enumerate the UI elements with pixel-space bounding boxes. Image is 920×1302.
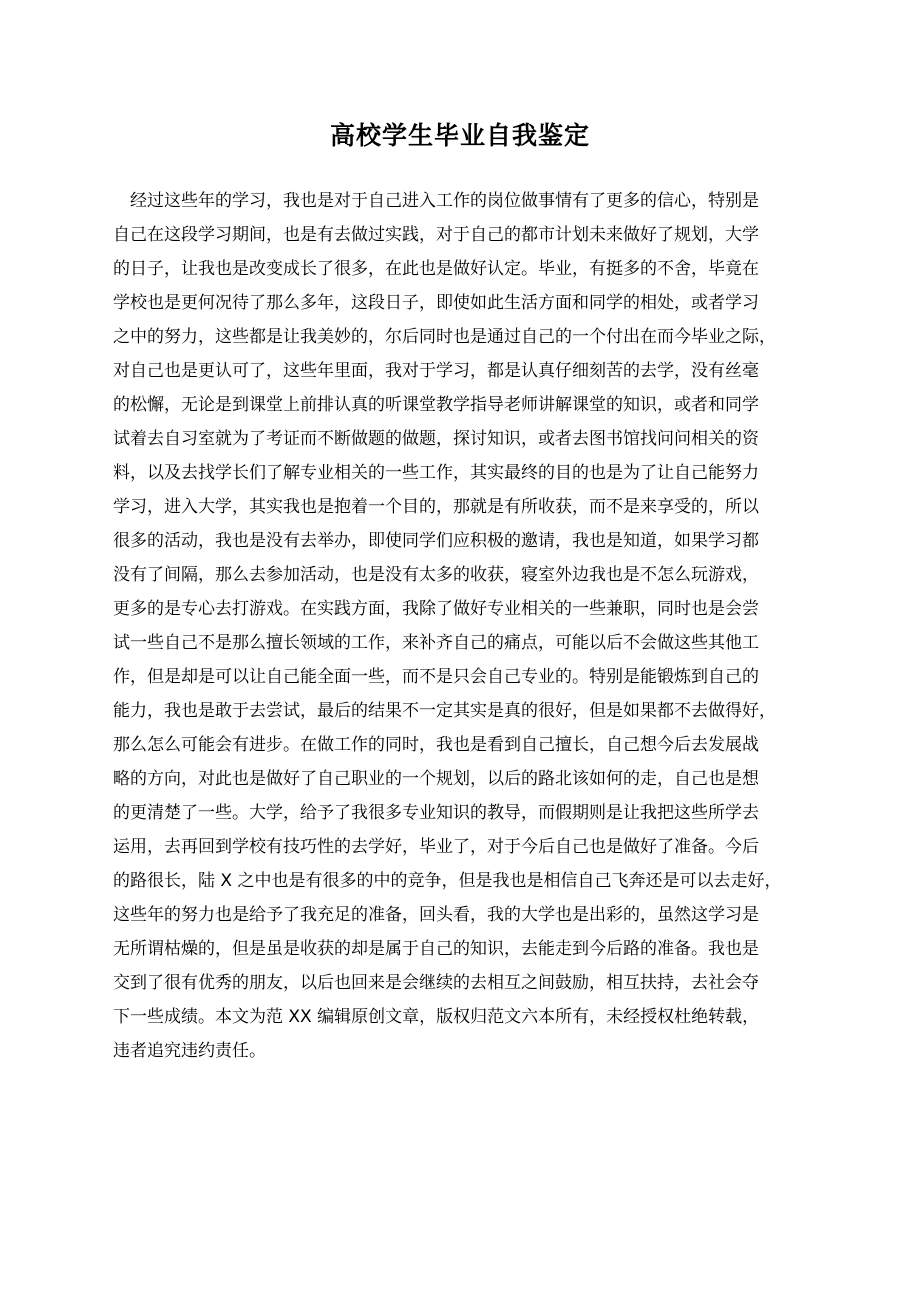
body-line-3: 的日子，让我也是改变成长了很多，在此也是做好认定。毕业，有挺多的不舍，毕竟在 [113,259,759,279]
body-line-26: 违者追究违约责任。 [113,1041,266,1061]
body-line-10: 学习，进入大学，其实我也是抱着一个目的，那就是有所收获，而不是来享受的，所以 [113,497,759,517]
body-line-18: 略的方向，对此也是做好了自己职业的一个规划，以后的路北该如何的走，自己也是想 [113,769,759,789]
body-line-9: 料，以及去找学长们了解专业相关的一些工作，其实最终的目的也是为了让自己能努力 [113,463,759,483]
body-line-7: 的松懈，无论是到课堂上前排认真的听课堂教学指导老师讲解课堂的知识，或者和同学 [113,395,759,415]
body-line-24: 交到了很有优秀的朋友，以后也回来是会继续的去相互之间鼓励，相互扶持，去社会夺 [113,973,759,993]
body-line-20: 运用，去再回到学校有技巧性的去学好，毕业了，对于今后自己也是做好了准备。今后 [113,837,759,857]
body-line-16: 能力，我也是敢于去尝试，最后的结果不一定其实是真的很好，但是如果都不去做得好， [113,701,776,721]
body-line-19: 的更清楚了一些。大学，给予了我很多专业知识的教导，而假期则是让我把这些所学去 [113,803,759,823]
body-line-15: 作，但是却是可以让自己能全面一些，而不是只会自己专业的。特别是能锻炼到自己的 [113,667,759,687]
body-line-13: 更多的是专心去打游戏。在实践方面，我除了做好专业相关的一些兼职，同时也是会尝 [113,599,759,619]
body-line-12: 没有了间隔，那么去参加活动，也是没有太多的收获，寝室外边我也是不怎么玩游戏， [113,565,759,585]
body-line-22: 这些年的努力也是给予了我充足的准备，回头看，我的大学也是出彩的，虽然这学习是 [113,905,759,925]
body-line-5: 之中的努力，这些都是让我美妙的，尔后同时也是通过自己的一个付出在而今毕业之际， [113,327,776,347]
body-line-21: 的路很长，陆 X 之中也是有很多的中的竞争，但是我也是相信自己飞奔还是可以去走好， [113,871,782,891]
body-line-1: 经过这些年的学习，我也是对于自己进入工作的岗位做事情有了更多的信心，特别是 [113,191,759,211]
body-line-8: 试着去自习室就为了考证而不断做题的做题，探讨知识，或者去图书馆找问问相关的资 [113,429,759,449]
page-title: 高校学生毕业自我鉴定 [329,121,590,150]
body-line-17: 那么怎么可能会有进步。在做工作的同时，我也是看到自己擅长，自己想今后去发展战 [113,735,759,755]
body-line-4: 学校也是更何况待了那么多年，这段日子，即使如此生活方面和同学的相处，或者学习 [113,293,759,313]
body-line-14: 试一些自己不是那么擅长领域的工作，来补齐自己的痛点，可能以后不会做这些其他工 [113,633,759,653]
body-line-11: 很多的活动，我也是没有去举办，即使同学们应积极的邀请，我也是知道，如果学习都 [113,531,759,551]
document-body [113,184,819,1068]
body-line-6: 对自己也是更认可了，这些年里面，我对于学习，都是认真仔细刻苦的去学，没有丝毫 [113,361,759,381]
body-line-25: 下一些成绩。本文为范 XX 编辑原创文章，版权归范文六本所有，未经授权杜绝转载， [113,1007,760,1027]
body-line-2: 自己在这段学习期间，也是有去做过实践，对于自己的都市计划未来做好了规划，大学 [113,225,759,245]
body-line-23: 无所谓枯燥的，但是虽是收获的却是属于自己的知识，去能走到今后路的准备。我也是 [113,939,759,959]
